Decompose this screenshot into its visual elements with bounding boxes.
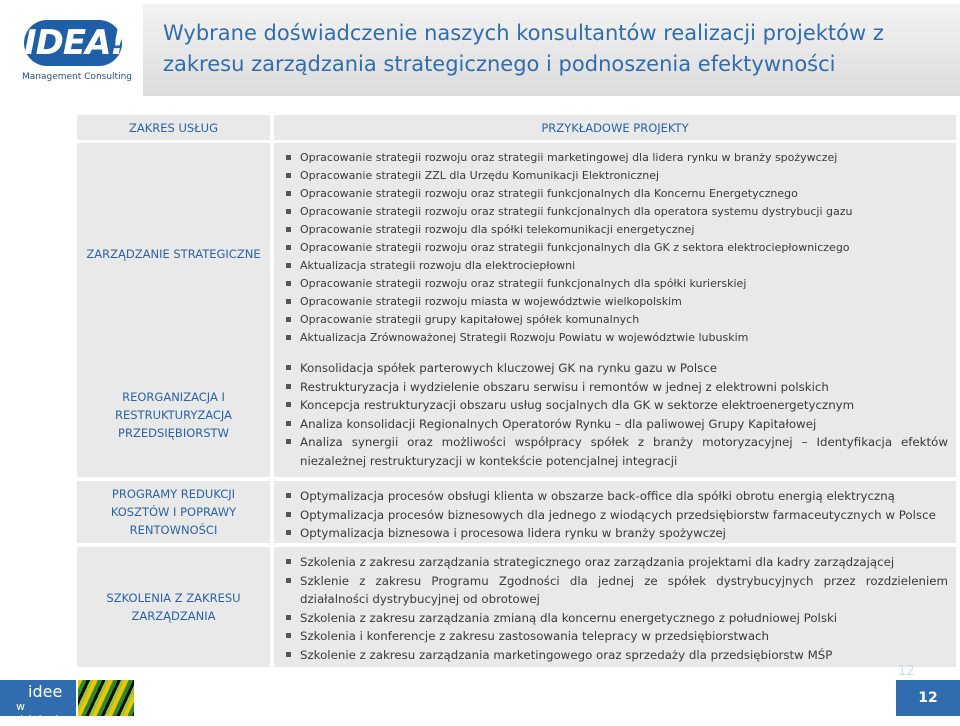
bullet-icon bbox=[286, 633, 291, 638]
title-panel bbox=[143, 4, 960, 96]
projects-cost-reduction bbox=[274, 481, 956, 543]
column-header-projects: PRZYKŁADOWE PROJEKTY bbox=[274, 115, 956, 140]
bullet-icon bbox=[286, 209, 291, 214]
bullet-icon bbox=[286, 512, 291, 517]
area-cost-reduction: PROGRAMY REDUKCJI KOSZTÓW I POPRAWY RENTOWNOŚCI bbox=[77, 481, 270, 543]
page-title: Wybrane doświadczenie naszych konsultantów realizacji projektów z zakresu zarządzania strategicznego i podnoszenia efektywności bbox=[163, 21, 884, 76]
idee-subtitle: w działaniu bbox=[16, 700, 66, 726]
list-item: Opracowanie strategii rozwoju oraz strategii marketingowej dla lidera rynku w branży spożywczej bbox=[284, 149, 948, 167]
bullet-icon bbox=[286, 317, 291, 322]
list-item: Aktualizacja Zrównoważonej Strategii Rozwoju Powiatu w województwie lubuskim bbox=[284, 329, 948, 347]
projects-reorganization bbox=[274, 353, 956, 477]
list-item: Szklenie z zakresu Programu Zgodności dla jednej ze spółek dystrybucyjnych przez rozdzieleniem działalności dystrybucyjnej od obrotowej bbox=[284, 572, 948, 609]
area-strategic-management: ZARZĄDZANIE STRATEGICZNE bbox=[77, 143, 270, 365]
idee-box bbox=[0, 680, 76, 726]
list-item: Optymalizacja procesów biznesowych dla jednego z wiodących przedsiębiorstw farmaceutycznych w Polsce bbox=[284, 506, 948, 525]
list-item: Szkolenia z zakresu zarządzania strategicznego oraz zarządzania projektami dla kadry zarządzającej bbox=[284, 553, 948, 572]
decorative-stripes bbox=[78, 680, 134, 716]
bullet-icon bbox=[286, 615, 291, 620]
list-item: Opracowanie strategii rozwoju oraz strategii funkcjonalnych dla spółki kurierskiej bbox=[284, 275, 948, 293]
bullet-icon bbox=[286, 530, 291, 535]
list-item: Optymalizacja biznesowa i procesowa lidera rynku w branży spożywczej bbox=[284, 524, 948, 543]
bullet-icon bbox=[286, 227, 291, 232]
list-item: Restrukturyzacja i wydzielenie obszaru serwisu i remontów w jednej z elektrowni polskich bbox=[284, 378, 948, 397]
idee-text: idee bbox=[28, 682, 63, 701]
idee-footer-logo bbox=[0, 680, 135, 726]
logo-badge: IDEA! bbox=[24, 20, 122, 66]
bullet-icon bbox=[286, 493, 291, 498]
list-item: Analiza synergii oraz możliwości współpracy spółek z branży motoryzacyjnej – Identyfikacja efektów niezależnej restrukturyzacji w kontekście potencjalnej integracji bbox=[284, 433, 948, 470]
bullet-icon bbox=[286, 402, 291, 407]
bullet-icon bbox=[286, 335, 291, 340]
bullet-icon bbox=[286, 155, 291, 160]
idea-logo bbox=[22, 10, 132, 82]
list-item: Opracowanie strategii rozwoju oraz strategii funkcjonalnych dla Koncernu Energetycznego bbox=[284, 185, 948, 203]
list-item: Opracowanie strategii ZZL dla Urzędu Komunikacji Elektronicznej bbox=[284, 167, 948, 185]
list-item: Szkolenia i konferencje z zakresu zastosowania telepracy w przedsiębiorstwach bbox=[284, 627, 948, 646]
bullet-icon bbox=[286, 245, 291, 250]
logo-subtitle: Management Consulting bbox=[22, 72, 132, 82]
bullet-icon bbox=[286, 559, 291, 564]
projects-strategic-management bbox=[274, 143, 956, 365]
bullet-icon bbox=[286, 652, 291, 657]
list-item: Opracowanie strategii rozwoju oraz strategii funkcjonalnych dla GK z sektora elektrociepłowniczego bbox=[284, 239, 948, 257]
area-trainings: SZKOLENIA Z ZAKRESU ZARZĄDZANIA bbox=[77, 547, 270, 667]
bullet-icon bbox=[286, 299, 291, 304]
list-item: Aktualizacja strategii rozwoju dla elektrociepłowni bbox=[284, 257, 948, 275]
list-item: Szkolenia z zakresu zarządzania zmianą dla koncernu energetycznego z południowej Polski bbox=[284, 609, 948, 628]
bullet-icon bbox=[286, 384, 291, 389]
list-item: Opracowanie strategii rozwoju dla spółki telekomunikacji energetycznej bbox=[284, 221, 948, 239]
list-item: Opracowanie strategii rozwoju miasta w województwie wielkopolskim bbox=[284, 293, 948, 311]
page-number-faint: 12 bbox=[898, 664, 915, 679]
header bbox=[0, 0, 960, 96]
bullet-icon bbox=[286, 439, 291, 444]
bullet-icon bbox=[286, 173, 291, 178]
list-item: Szkolenie z zakresu zarządzania marketingowego oraz sprzedaży dla przedsiębiorstw MŚP bbox=[284, 646, 948, 665]
list-item: Opracowanie strategii rozwoju oraz strategii funkcjonalnych dla operatora systemu dystrybucji gazu bbox=[284, 203, 948, 221]
page-number: 12 bbox=[896, 680, 960, 716]
list-item: Konsolidacja spółek parterowych kluczowej GK na rynku gazu w Polsce bbox=[284, 359, 948, 378]
list-item: Optymalizacja procesów obsługi klienta w obszarze back-office dla spółki obrotu energią elektryczną bbox=[284, 487, 948, 506]
bullet-icon bbox=[286, 365, 291, 370]
area-reorganization: REORGANIZACJA I RESTRUKTURYZACJA PRZEDSIĘBIORSTW bbox=[77, 353, 270, 477]
bullet-icon bbox=[286, 263, 291, 268]
projects-trainings bbox=[274, 547, 956, 667]
list-item: Koncepcja restrukturyzacji obszaru usług socjalnych dla GK w sektorze elektroenergetycznym bbox=[284, 396, 948, 415]
bullet-icon bbox=[286, 421, 291, 426]
bullet-icon bbox=[286, 191, 291, 196]
list-item: Analiza konsolidacji Regionalnych Operatorów Rynku – dla paliwowej Grupy Kapitałowej bbox=[284, 415, 948, 434]
column-header-services: ZAKRES USŁUG bbox=[77, 115, 270, 140]
bullet-icon bbox=[286, 281, 291, 286]
list-item: Opracowanie strategii grupy kapitałowej spółek komunalnych bbox=[284, 311, 948, 329]
bullet-icon bbox=[286, 578, 291, 583]
